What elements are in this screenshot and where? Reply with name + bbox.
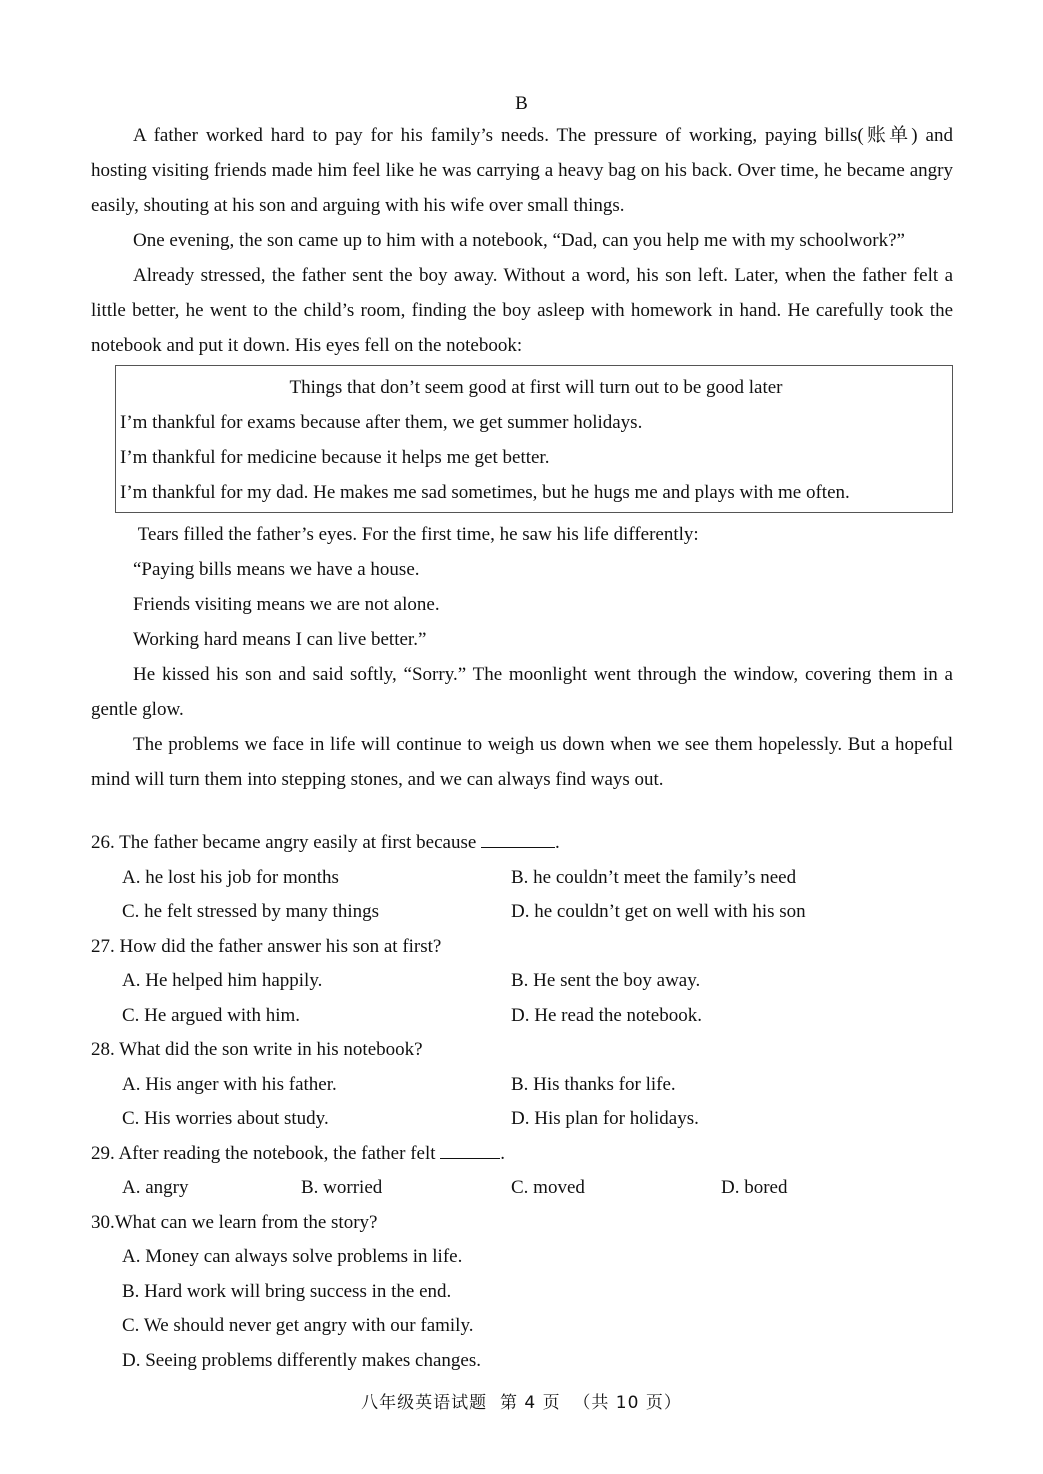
option-b: B. worried (301, 1177, 383, 1198)
quote-line: “Paying bills means we have a house. (133, 559, 420, 580)
answer-blank (481, 829, 555, 848)
question-30: 30.What can we learn from the story? (91, 1211, 378, 1233)
paragraph-3: Already stressed, the father sent the boy away. Without a word, his son left. Later, when the father felt a little better, he went to the child’s room, finding the boy asleep with homework in hand. He carefully took the notebook and put it down. His eyes fell on the notebook: (91, 265, 953, 356)
option-d: D. he couldn’t get on well with his son (511, 901, 806, 922)
question-29 (91, 1137, 953, 1172)
quote-line: Friends visiting means we are not alone. (133, 594, 440, 615)
paragraph-5: He kissed his son and said softly, “Sorry.” The moonlight went through the window, covering them in a gentle glow. (91, 664, 953, 720)
option-c: C. He argued with him. (122, 1004, 301, 1026)
notebook-line: I’m thankful for my dad. He makes me sad sometimes, but he hugs me and plays with me often. (120, 482, 850, 503)
question-stem: 29. After reading the notebook, the father felt (91, 1142, 441, 1164)
option-d: D. He read the notebook. (511, 1004, 702, 1026)
option-b: B. Hard work will bring success in the end. (122, 1280, 452, 1302)
stem-end: . (500, 1142, 506, 1164)
options-row (91, 1171, 953, 1206)
options-row (91, 999, 953, 1034)
paragraph-4: Tears filled the father’s eyes. For the first time, he saw his life differently: (133, 524, 699, 545)
option-a: A. angry (122, 1177, 189, 1198)
option-c: C. His worries about study. (122, 1108, 329, 1129)
option-b: B. He sent the boy away. (511, 970, 701, 991)
options-row (91, 1102, 953, 1137)
question-26 (91, 826, 953, 861)
paragraph-6: The problems we face in life will continue to weigh us down when we see them hopelessly. But a hopeful mind will turn them into stepping stones, and we can always find ways out. (91, 734, 953, 790)
question-28: 28. What did the son write in his notebook? (91, 1039, 423, 1060)
option-d: D. bored (721, 1177, 788, 1198)
option-d: D. His plan for holidays. (511, 1108, 699, 1129)
question-list (91, 826, 953, 1378)
paragraph-2: One evening, the son came up to him with a notebook, “Dad, can you help me with my schoolwork?” (133, 230, 905, 251)
question-27: 27. How did the father answer his son at first? (91, 935, 442, 957)
notebook-line: I’m thankful for medicine because it helps me get better. (120, 447, 550, 468)
option-c: C. he felt stressed by many things (122, 901, 379, 922)
options-row (91, 895, 953, 930)
section-heading: B (515, 93, 528, 114)
option-a: A. He helped him happily. (122, 970, 323, 991)
option-a: A. His anger with his father. (122, 1073, 337, 1095)
option-b: B. His thanks for life. (511, 1073, 676, 1095)
notebook-title: Things that don’t seem good at first will turn out to be good later (289, 377, 783, 398)
option-d: D. Seeing problems differently makes changes. (122, 1349, 481, 1371)
quote-line: Working hard means I can live better.” (133, 629, 427, 650)
stem-end: . (555, 832, 560, 853)
option-a: A. he lost his job for months (122, 866, 339, 888)
option-a: A. Money can always solve problems in life. (122, 1246, 463, 1267)
page-footer: 八年级英语试题 第 4 页 （共 10 页） (361, 1393, 682, 1413)
option-b: B. he couldn’t meet the family’s need (511, 866, 797, 888)
option-c: C. moved (511, 1177, 585, 1198)
notebook-box (115, 365, 953, 513)
option-c: C. We should never get angry with our family. (122, 1315, 474, 1336)
options-row (91, 1068, 953, 1103)
options-row (91, 861, 953, 896)
paragraph-1: A father worked hard to pay for his family’s needs. The pressure of working, paying bills(账单) and hosting visiting friends made him feel like he was carrying a heavy bag on his back. Over time, he became angry easily, shouting at his son and arguing with his wife over small things. (91, 125, 953, 216)
question-stem: 26. The father became angry easily at first because (91, 832, 482, 853)
options-row (91, 964, 953, 999)
answer-blank (440, 1140, 500, 1159)
reading-passage (91, 118, 953, 797)
notebook-line: I’m thankful for exams because after them, we get summer holidays. (120, 412, 643, 433)
